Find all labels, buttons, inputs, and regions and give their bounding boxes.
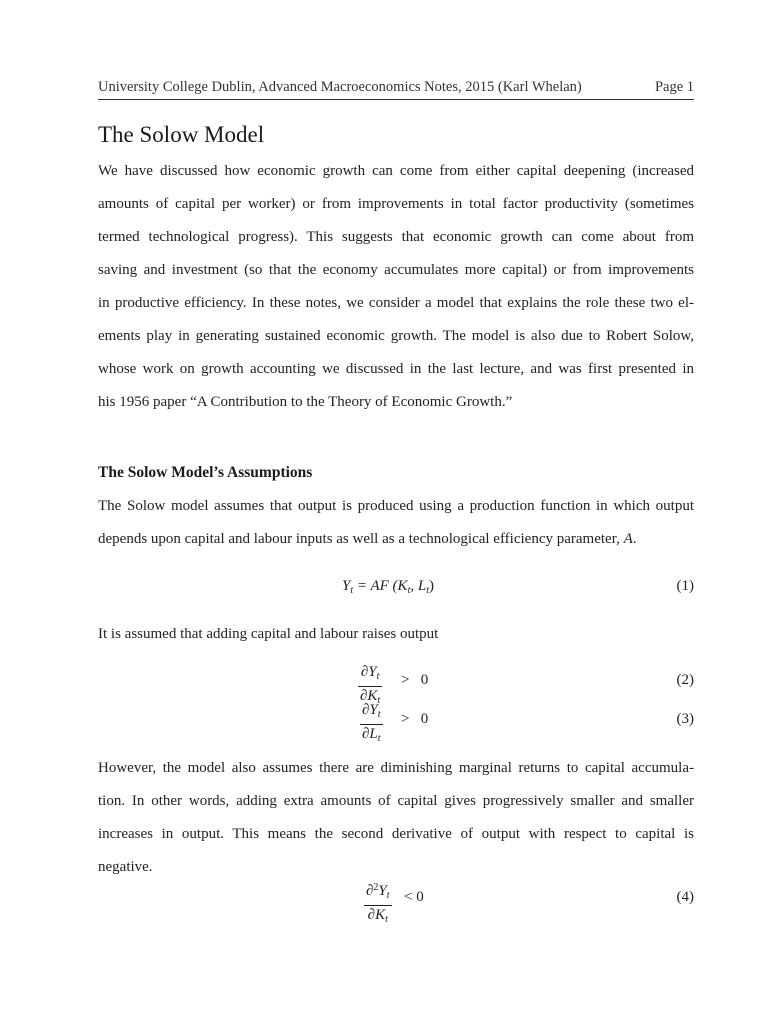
equation-number: (3) xyxy=(676,711,694,727)
running-header xyxy=(98,79,694,100)
equation-4-fraction: $\partial^2Y_t$ $\partial K_t$ xyxy=(366,882,390,925)
intro-line: whose work on growth accounting we discussed in the last lecture, and was first presented in xyxy=(98,361,694,377)
assumption-line: depends upon capital and labour inputs as well as a technological efficiency parameter, A. xyxy=(98,531,637,547)
equation-number: (4) xyxy=(676,889,694,905)
equation-2-fraction: $\partial Y_t$ $\partial K_t$ xyxy=(360,664,381,706)
raises-line: It is assumed that adding capital and labour raises output xyxy=(98,626,439,642)
intro-line: amounts of capital per worker) or from improvements in total factor productivity (sometimes xyxy=(98,196,694,212)
intro-line: We have discussed how economic growth can come from either capital deepening (increased xyxy=(98,163,694,179)
equation-4-relation: < 0 xyxy=(404,889,424,905)
page-title: The Solow Model xyxy=(98,122,265,147)
intro-line: his 1956 paper “A Contribution to the Theory of Economic Growth.” xyxy=(98,394,513,410)
assumption-line: The Solow model assumes that output is produced using a production function in which output xyxy=(98,498,694,514)
page-number: Page 1 xyxy=(654,79,694,95)
diminishing-line: negative. xyxy=(98,859,153,875)
section-heading: The Solow Model’s Assumptions xyxy=(98,464,313,481)
intro-line: in productive efficiency. In these notes, we consider a model that explains the role these two el- xyxy=(98,295,694,311)
header-source: University College Dublin, Advanced Macroeconomics Notes, 2015 (Karl Whelan) xyxy=(98,79,582,95)
diminishing-line: increases in output. This means the second derivative of output with respect to capital is xyxy=(98,826,694,842)
intro-line: ements play in generating sustained economic growth. The model is also due to Robert Solow, xyxy=(98,328,694,344)
equation-3-fraction: $\partial Y_t$ $\partial L_t$ xyxy=(362,702,381,744)
diminishing-line: However, the model also assumes there are diminishing marginal returns to capital accumula- xyxy=(98,760,694,776)
equation-number: (2) xyxy=(676,672,694,688)
equation-3-relation: > 0 xyxy=(401,711,429,727)
intro-line: saving and investment (so that the economy accumulates more capital) or from improvements xyxy=(98,262,694,278)
diminishing-line: tion. In other words, adding extra amounts of capital gives progressively smaller and smaller xyxy=(98,793,694,809)
intro-line: termed technological progress). This suggests that economic growth can come about from xyxy=(98,229,694,245)
equation-2-relation: > 0 xyxy=(401,672,429,688)
equation-1: $Y_t$ = AF ($K_t$, $L_t$) xyxy=(342,578,434,596)
equation-number: (1) xyxy=(676,578,694,594)
